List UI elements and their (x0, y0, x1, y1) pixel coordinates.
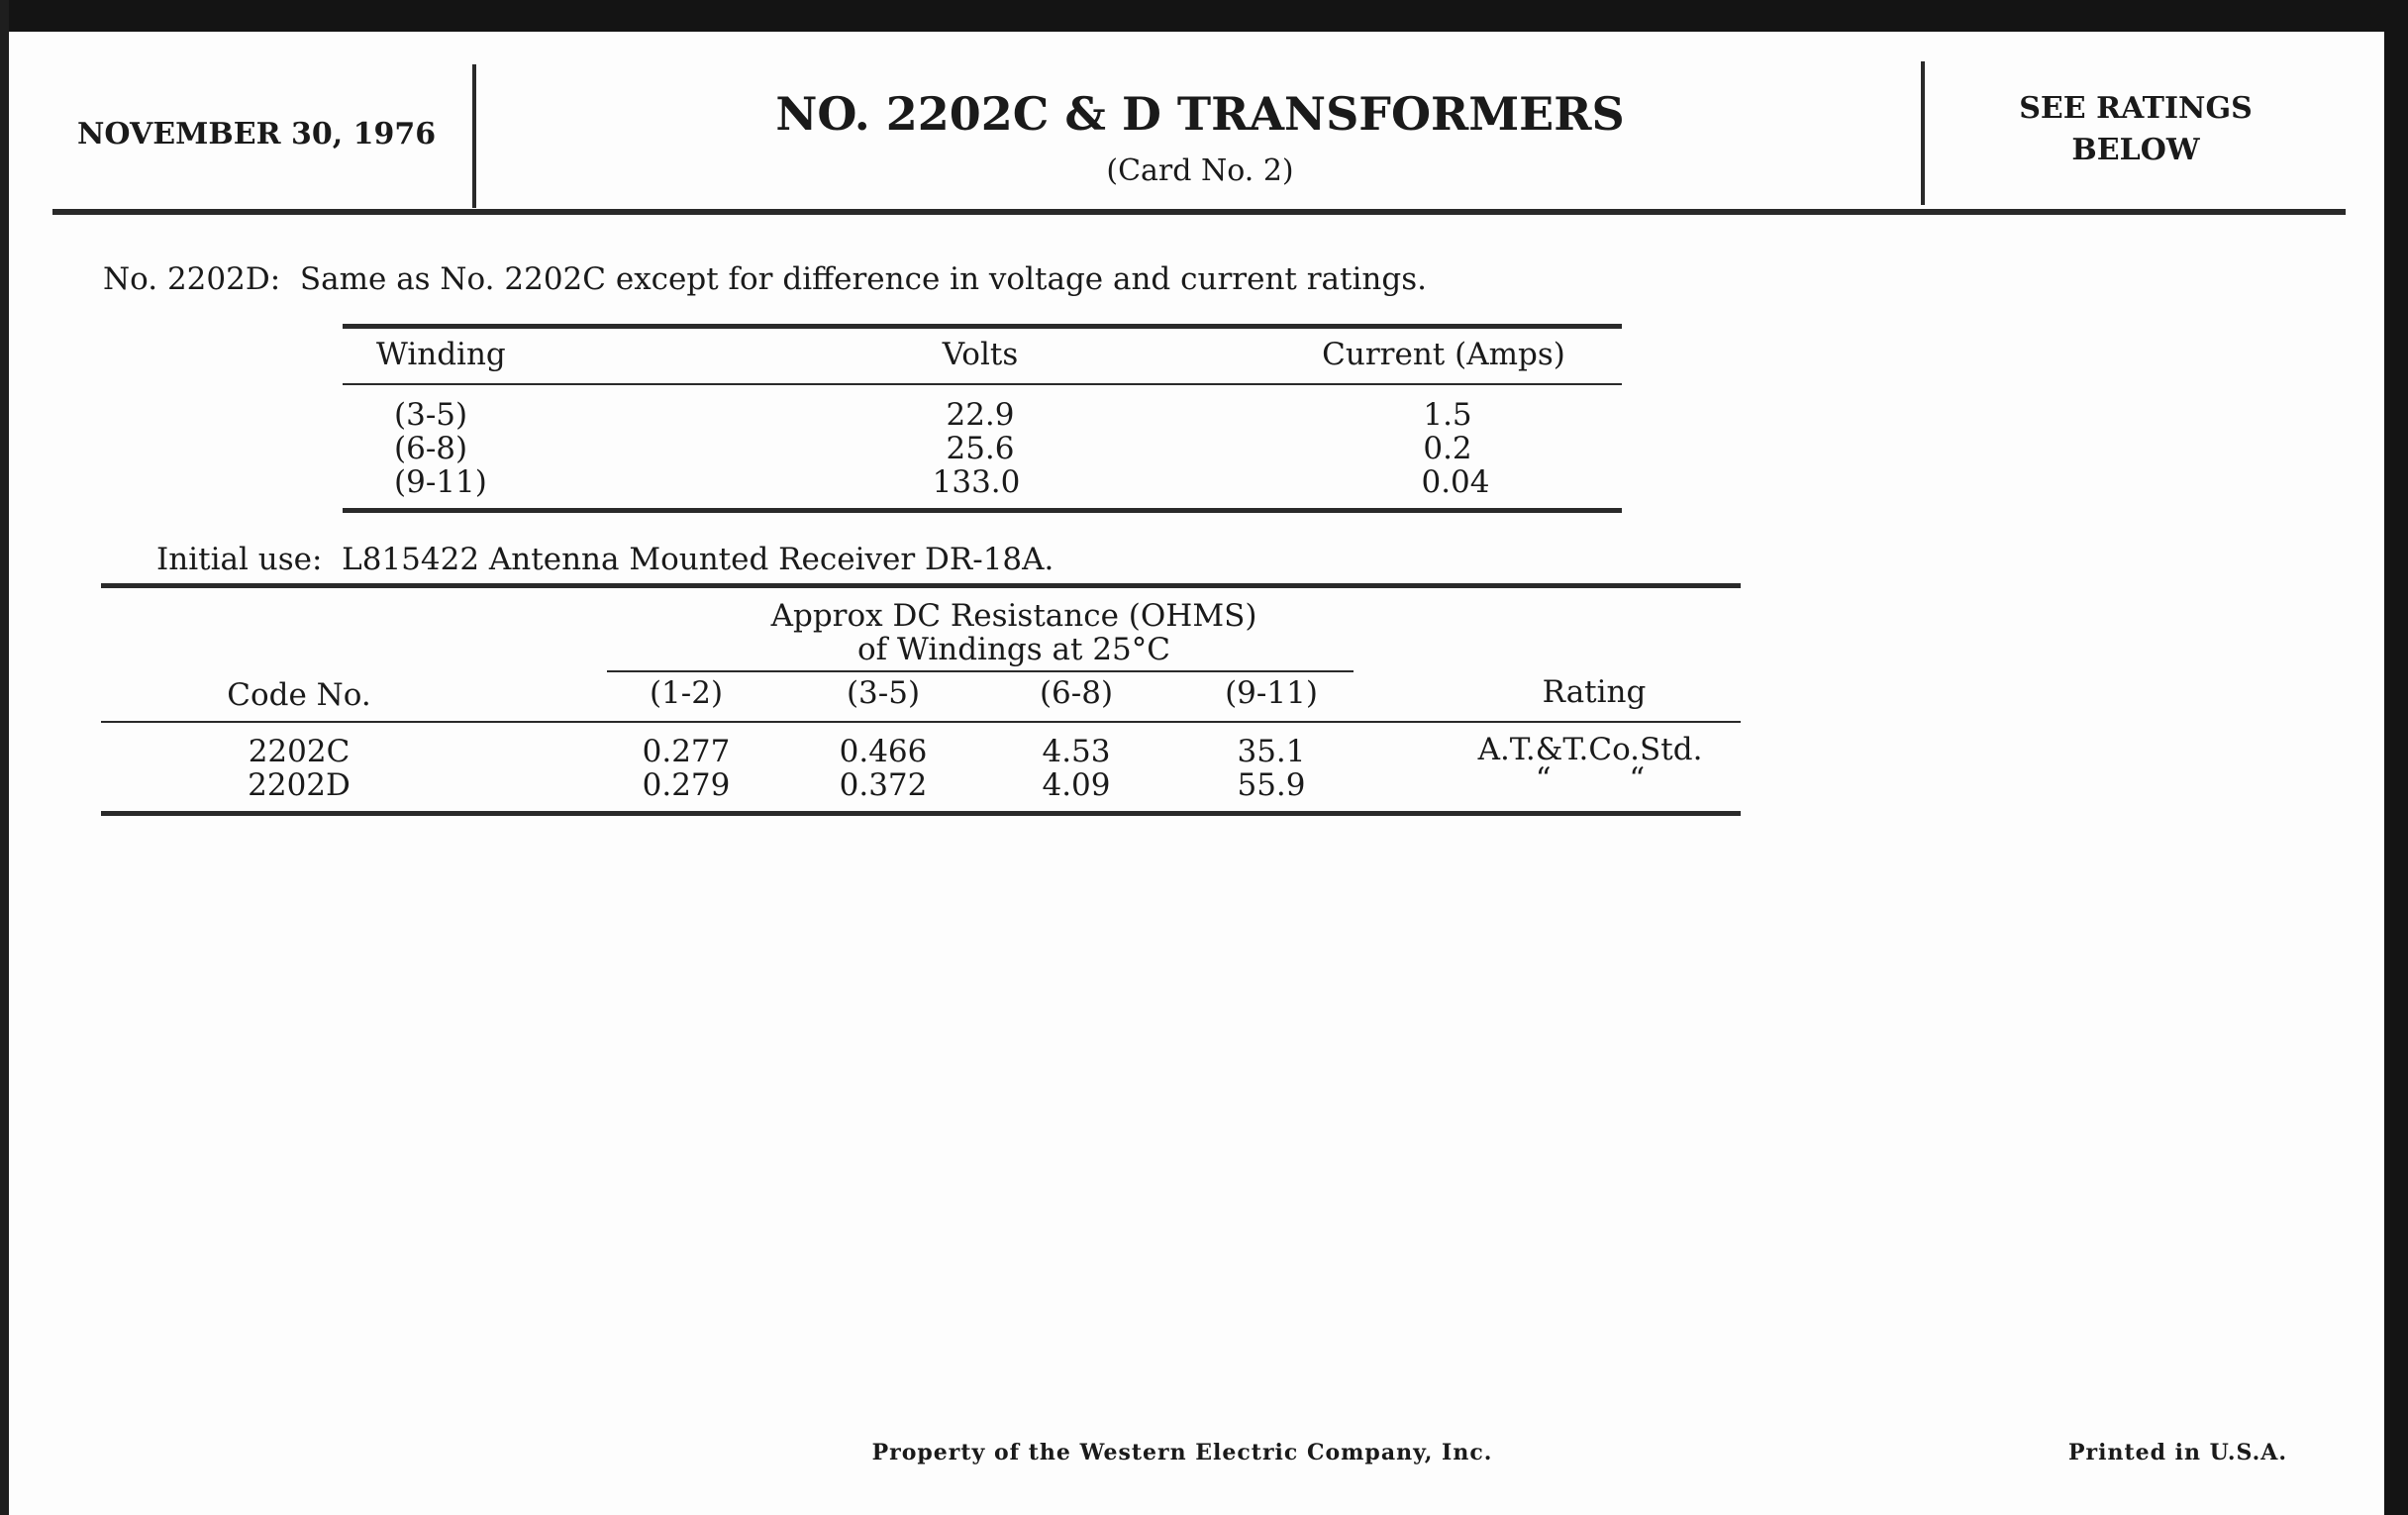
resistance-row-value: 0.277 (642, 734, 731, 769)
scan-border-left (0, 0, 9, 1515)
resistance-table-top-rule (101, 583, 1741, 588)
header-divider-right (1921, 61, 1925, 205)
description-label: No. 2202D: (103, 261, 281, 297)
description (103, 262, 1427, 296)
resistance-row-value: 0.279 (642, 767, 731, 803)
initial-use (156, 543, 1054, 576)
resistance-group-header-line1: Approx DC Resistance (OHMS) (770, 598, 1257, 634)
ratings-row-volts: 22.9 (946, 397, 1015, 433)
ratings-header-current: Current (Amps) (1322, 337, 1565, 372)
ratings-row-current: 1.5 (1423, 397, 1472, 433)
header-rule (52, 209, 2346, 215)
resistance-row-code: 2202D (248, 767, 351, 803)
resistance-row-value: 35.1 (1237, 734, 1306, 769)
ratings-header-winding: Winding (376, 337, 506, 372)
scan-border-right (2384, 0, 2408, 1515)
resistance-table-header-rule (101, 721, 1741, 723)
resistance-row-code: 2202C (248, 734, 351, 769)
header-divider-left (472, 64, 476, 208)
card-title: NO. 2202C & D TRANSFORMERS (775, 87, 1625, 141)
resistance-header-code: Code No. (227, 677, 371, 713)
initial-use-text: L815422 Antenna Mounted Receiver DR-18A. (342, 542, 1054, 577)
ratings-row-winding: (3-5) (394, 397, 468, 433)
ratings-header-volts: Volts (942, 337, 1019, 372)
ratings-row-winding: (9-11) (394, 464, 487, 500)
initial-use-label: Initial use: (156, 542, 323, 577)
card-date: NOVEMBER 30, 1976 (77, 117, 437, 152)
footer-printed: Printed in U.S.A. (2067, 1440, 2287, 1465)
resistance-table-bottom-rule (101, 811, 1741, 816)
ratings-row-volts: 133.0 (932, 464, 1021, 500)
resistance-header-6-8: (6-8) (1039, 675, 1114, 711)
ratings-note-line2: BELOW (2071, 133, 2200, 167)
ratings-note-line1: SEE RATINGS (2019, 91, 2253, 126)
ratings-row-current: 0.2 (1423, 431, 1472, 466)
resistance-header-3-5: (3-5) (846, 675, 921, 711)
scan-border-top (0, 0, 2408, 32)
resistance-row-value: 55.9 (1237, 767, 1306, 803)
resistance-group-header-line2: of Windings at 25°C (857, 632, 1170, 667)
card-subtitle: (Card No. 2) (1106, 153, 1294, 188)
ratings-table-top-rule (343, 324, 1622, 329)
ratings-row-current: 0.04 (1421, 464, 1490, 500)
resistance-header-9-11: (9-11) (1225, 675, 1318, 711)
resistance-row-value: 0.372 (839, 767, 928, 803)
resistance-row-rating: A.T.&T.Co.Std. (1477, 732, 1703, 767)
ratings-row-winding: (6-8) (394, 431, 468, 466)
ratings-table-header-rule (343, 383, 1622, 385)
description-text: Same as No. 2202C except for difference in voltage and current ratings. (299, 261, 1427, 297)
resistance-row-value: 0.466 (839, 734, 928, 769)
ratings-table-bottom-rule (343, 508, 1622, 513)
resistance-row-value: 4.09 (1042, 767, 1111, 803)
resistance-group-rule (607, 670, 1354, 672)
ratings-row-volts: 25.6 (946, 431, 1015, 466)
resistance-header-1-2: (1-2) (649, 675, 724, 711)
footer-property: Property of the Western Electric Company, Inc. (871, 1440, 1493, 1465)
resistance-header-rating: Rating (1542, 674, 1647, 710)
resistance-row-rating: “ “ (1535, 761, 1646, 797)
resistance-row-value: 4.53 (1042, 734, 1111, 769)
